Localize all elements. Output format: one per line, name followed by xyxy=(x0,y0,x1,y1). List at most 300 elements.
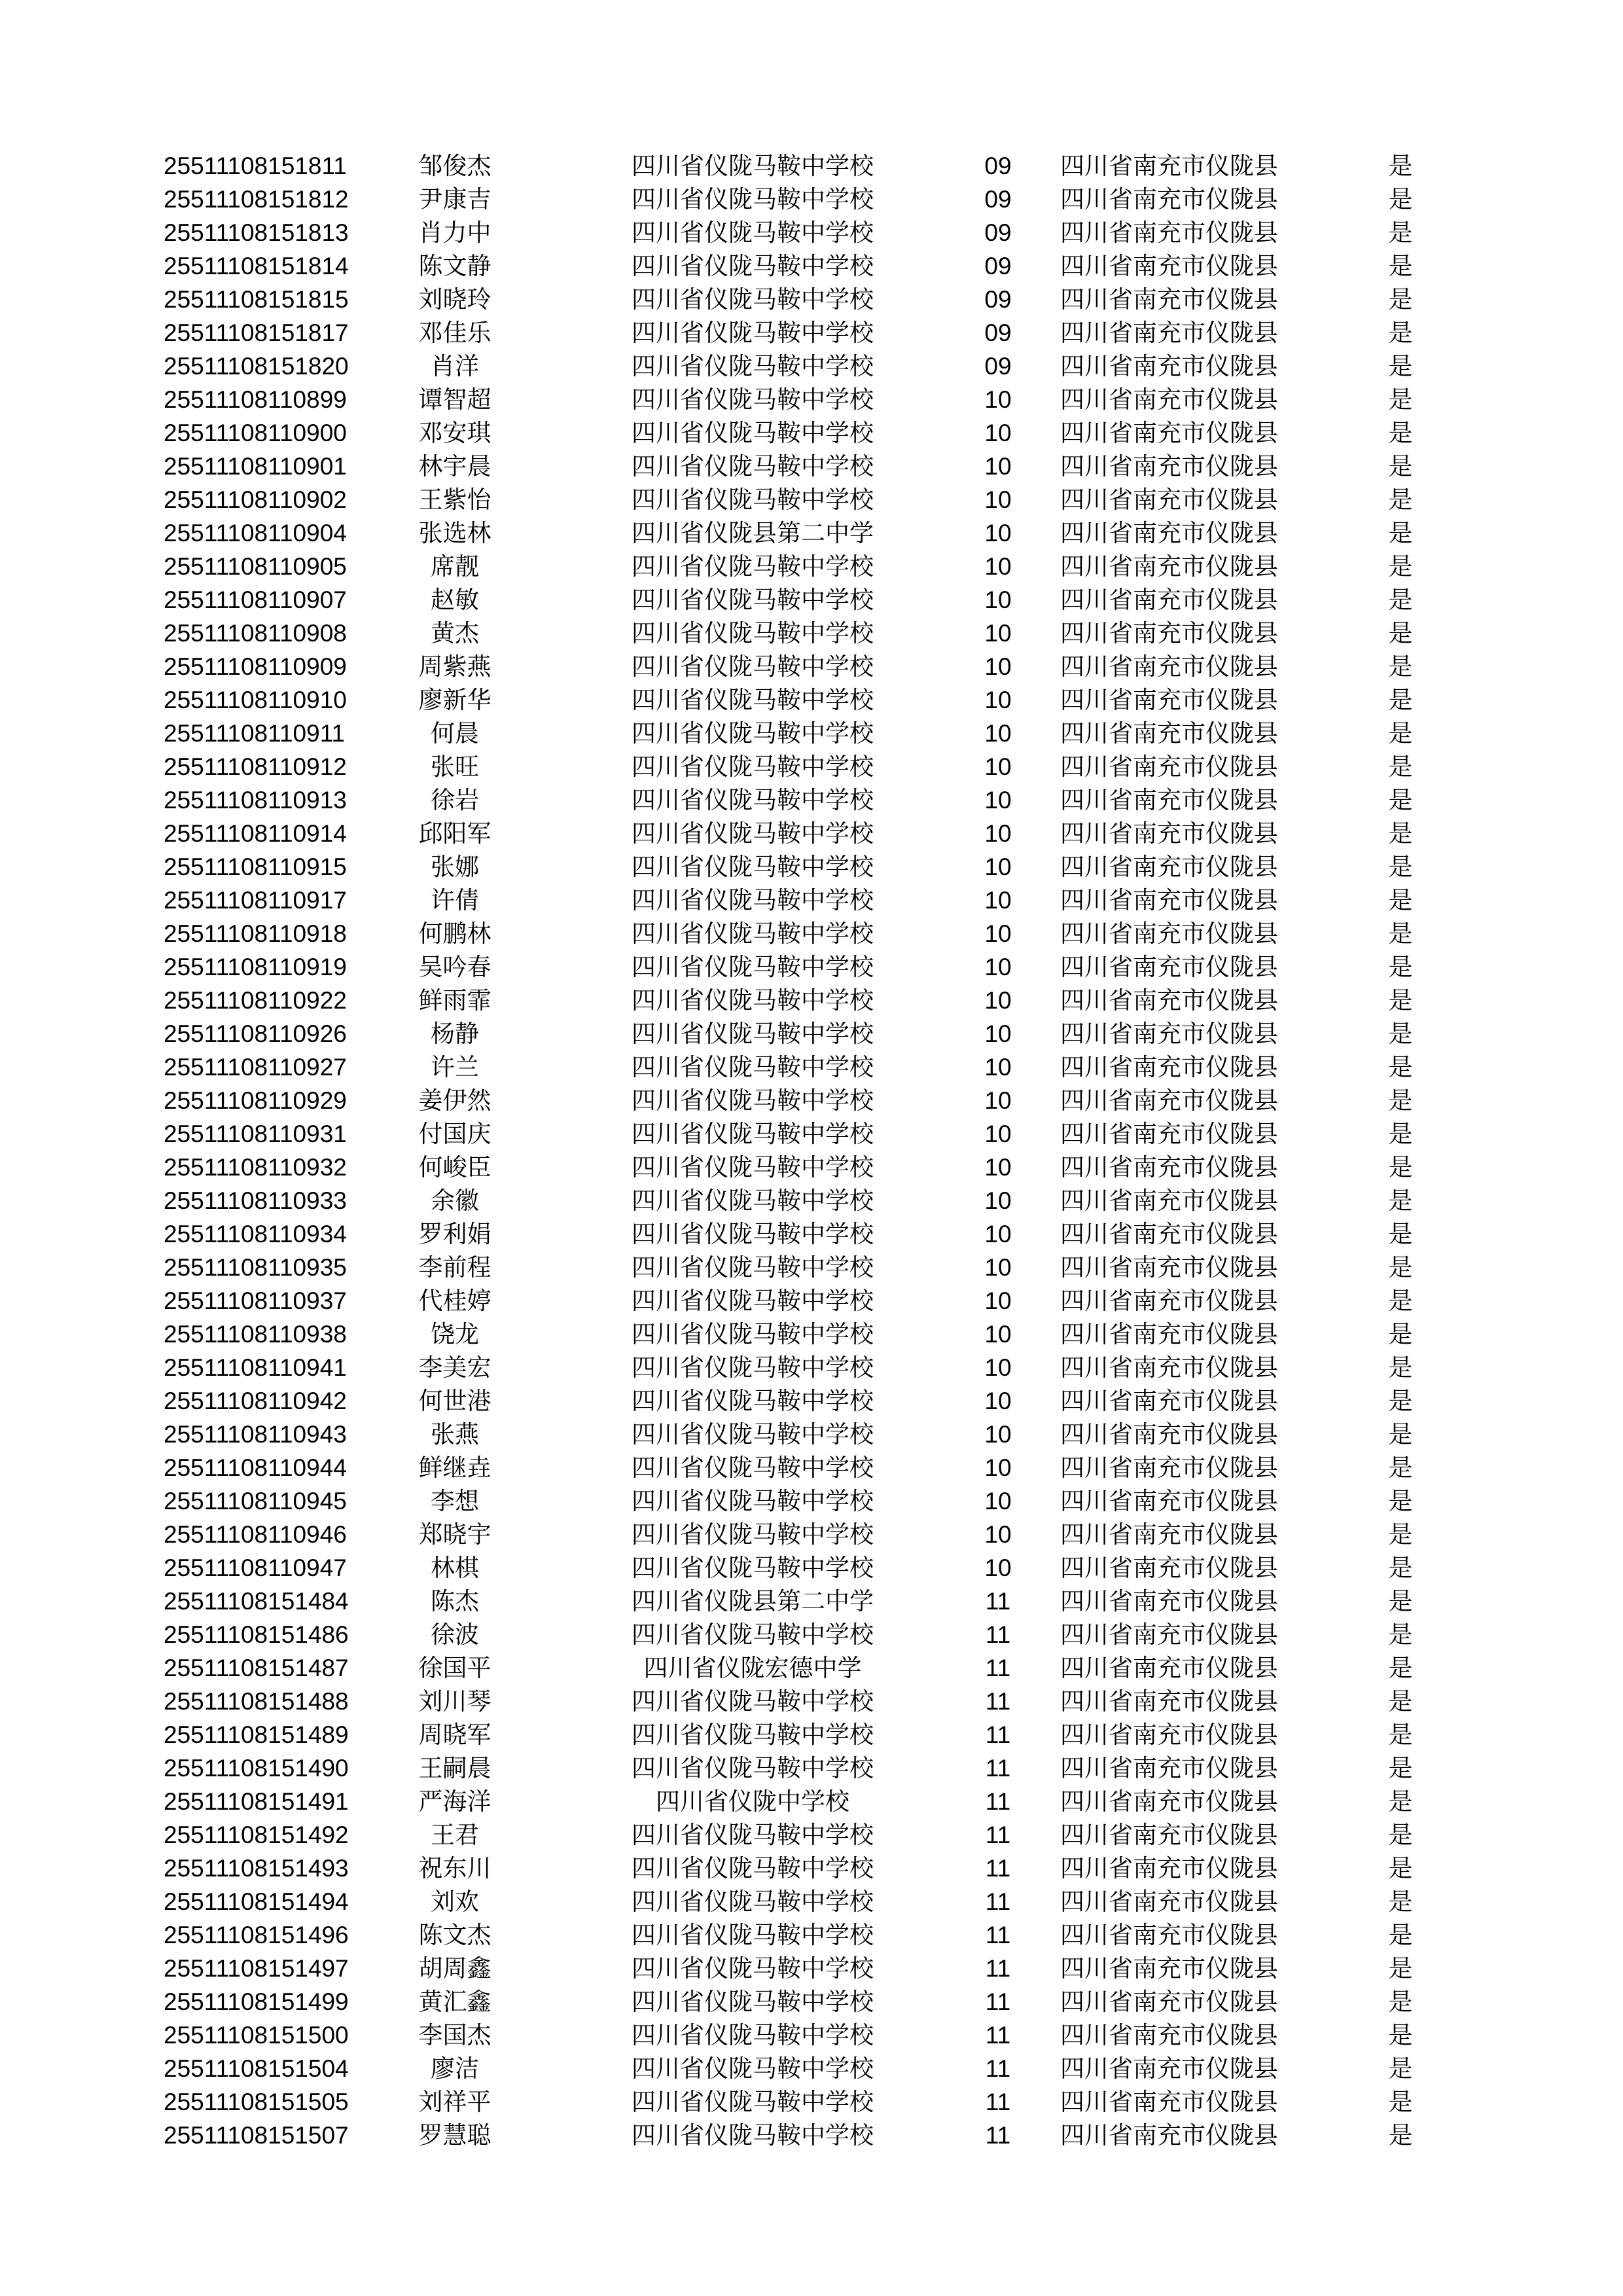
school-cell: 四川省仪陇马鞍中学校 xyxy=(632,1754,874,1782)
student-name-cell: 代桂婷 xyxy=(418,1287,491,1315)
region-cell: 四川省南充市仪陇县 xyxy=(1060,1053,1278,1081)
student-name-cell: 谭智超 xyxy=(418,386,491,414)
table-row xyxy=(0,283,1623,316)
student-name-cell: 林宇晨 xyxy=(418,452,491,480)
region-cell: 四川省南充市仪陇县 xyxy=(1060,886,1278,914)
student-name-cell: 胡周鑫 xyxy=(418,1954,491,1982)
grade-cell: 10 xyxy=(984,1488,1012,1515)
exam-id-cell: 25511108110912 xyxy=(164,753,347,780)
status-flag-cell: 是 xyxy=(1388,2021,1413,2049)
exam-id-cell: 25511108110918 xyxy=(164,920,347,947)
exam-id-cell: 25511108110902 xyxy=(164,486,347,513)
grade-cell: 11 xyxy=(985,1855,1011,1882)
grade-cell: 10 xyxy=(984,920,1012,947)
exam-id-cell: 25511108151493 xyxy=(164,1855,349,1882)
status-flag-cell: 是 xyxy=(1388,1120,1413,1148)
table-row xyxy=(0,617,1623,650)
table-row xyxy=(0,1418,1623,1451)
school-cell: 四川省仪陇马鞍中学校 xyxy=(632,2088,874,2116)
school-cell: 四川省仪陇马鞍中学校 xyxy=(632,1854,874,1882)
grade-cell: 10 xyxy=(984,1354,1012,1381)
exam-id-cell: 25511108110946 xyxy=(164,1521,347,1548)
table-row xyxy=(0,1251,1623,1284)
table-row xyxy=(0,817,1623,850)
exam-id-cell: 25511108151812 xyxy=(164,186,349,213)
school-cell: 四川省仪陇马鞍中学校 xyxy=(632,1821,874,1849)
status-flag-cell: 是 xyxy=(1388,1587,1413,1615)
region-cell: 四川省南充市仪陇县 xyxy=(1060,1153,1278,1181)
exam-id-cell: 25511108151484 xyxy=(164,1588,349,1615)
student-name-cell: 何鹏林 xyxy=(418,920,491,948)
exam-id-cell: 25511108110942 xyxy=(164,1388,347,1414)
status-flag-cell: 是 xyxy=(1388,185,1413,213)
table-row xyxy=(0,1718,1623,1751)
exam-id-cell: 25511108151507 xyxy=(164,2122,349,2149)
region-cell: 四川省南充市仪陇县 xyxy=(1060,619,1278,647)
table-row xyxy=(0,316,1623,350)
region-cell: 四川省南充市仪陇县 xyxy=(1060,452,1278,480)
student-name-cell: 祝东川 xyxy=(418,1854,491,1882)
table-row xyxy=(0,183,1623,216)
school-cell: 四川省仪陇马鞍中学校 xyxy=(632,1420,874,1448)
student-name-cell: 王嗣晨 xyxy=(418,1754,491,1782)
region-cell: 四川省南充市仪陇县 xyxy=(1060,1287,1278,1315)
student-name-cell: 刘欢 xyxy=(431,1888,479,1916)
status-flag-cell: 是 xyxy=(1388,1554,1413,1582)
school-cell: 四川省仪陇马鞍中学校 xyxy=(632,1153,874,1181)
student-name-cell: 徐波 xyxy=(431,1621,479,1649)
grade-cell: 10 xyxy=(984,553,1012,580)
grade-cell: 11 xyxy=(985,1688,1011,1715)
table-row xyxy=(0,1751,1623,1785)
school-cell: 四川省仪陇马鞍中学校 xyxy=(632,986,874,1014)
table-row xyxy=(0,683,1623,717)
table-row xyxy=(0,416,1623,450)
exam-id-cell: 25511108151820 xyxy=(164,353,349,380)
table-row xyxy=(0,884,1623,917)
table-row xyxy=(0,1918,1623,1952)
status-flag-cell: 是 xyxy=(1388,219,1413,247)
exam-id-cell: 25511108110938 xyxy=(164,1321,347,1348)
exam-id-cell: 25511108151814 xyxy=(164,253,349,279)
school-cell: 四川省仪陇马鞍中学校 xyxy=(632,2021,874,2049)
table-row xyxy=(0,1651,1623,1685)
region-cell: 四川省南充市仪陇县 xyxy=(1060,185,1278,213)
region-cell: 四川省南充市仪陇县 xyxy=(1060,1787,1278,1816)
table-row xyxy=(0,984,1623,1017)
exam-id-cell: 25511108110900 xyxy=(164,420,347,446)
table-row xyxy=(0,1785,1623,1818)
status-flag-cell: 是 xyxy=(1388,1320,1413,1348)
status-flag-cell: 是 xyxy=(1388,686,1413,714)
region-cell: 四川省南充市仪陇县 xyxy=(1060,219,1278,247)
grade-cell: 10 xyxy=(984,1154,1012,1181)
region-cell: 四川省南充市仪陇县 xyxy=(1060,1120,1278,1148)
region-cell: 四川省南充市仪陇县 xyxy=(1060,552,1278,581)
region-cell: 四川省南充市仪陇县 xyxy=(1060,1988,1278,2016)
status-flag-cell: 是 xyxy=(1388,1487,1413,1515)
table-row xyxy=(0,1318,1623,1351)
table-row xyxy=(0,783,1623,817)
exam-id-cell: 25511108151813 xyxy=(164,219,349,246)
student-roster-table xyxy=(0,149,1623,2152)
student-name-cell: 许兰 xyxy=(431,1053,479,1081)
table-row xyxy=(0,1284,1623,1318)
table-row xyxy=(0,750,1623,783)
status-flag-cell: 是 xyxy=(1388,552,1413,581)
school-cell: 四川省仪陇县第二中学 xyxy=(632,519,874,547)
status-flag-cell: 是 xyxy=(1388,1754,1413,1782)
school-cell: 四川省仪陇马鞍中学校 xyxy=(632,1020,874,1048)
grade-cell: 10 xyxy=(984,720,1012,747)
status-flag-cell: 是 xyxy=(1388,1420,1413,1448)
status-flag-cell: 是 xyxy=(1388,1888,1413,1916)
region-cell: 四川省南充市仪陇县 xyxy=(1060,1354,1278,1382)
student-name-cell: 鲜雨霏 xyxy=(418,986,491,1014)
student-name-cell: 张娜 xyxy=(431,853,479,881)
grade-cell: 10 xyxy=(984,420,1012,446)
exam-id-cell: 25511108151491 xyxy=(164,1788,349,1815)
region-cell: 四川省南充市仪陇县 xyxy=(1060,519,1278,547)
grade-cell: 10 xyxy=(984,1421,1012,1448)
region-cell: 四川省南充市仪陇县 xyxy=(1060,1220,1278,1248)
school-cell: 四川省仪陇马鞍中学校 xyxy=(632,285,874,314)
exam-id-cell: 25511108110944 xyxy=(164,1454,347,1481)
grade-cell: 10 xyxy=(984,687,1012,713)
grade-cell: 10 xyxy=(984,887,1012,914)
school-cell: 四川省仪陇中学校 xyxy=(656,1787,849,1816)
region-cell: 四川省南充市仪陇县 xyxy=(1060,1854,1278,1882)
status-flag-cell: 是 xyxy=(1388,1721,1413,1749)
table-row xyxy=(0,1084,1623,1117)
exam-id-cell: 25511108110913 xyxy=(164,787,347,814)
school-cell: 四川省仪陇马鞍中学校 xyxy=(632,920,874,948)
student-name-cell: 鲜继垚 xyxy=(418,1454,491,1482)
table-row xyxy=(0,1384,1623,1418)
grade-cell: 11 xyxy=(985,1655,1011,1681)
exam-id-cell: 25511108110904 xyxy=(164,520,347,547)
exam-id-cell: 25511108151815 xyxy=(164,286,349,313)
status-flag-cell: 是 xyxy=(1388,1988,1413,2016)
grade-cell: 10 xyxy=(984,1221,1012,1247)
student-name-cell: 何晨 xyxy=(431,719,479,747)
region-cell: 四川省南充市仪陇县 xyxy=(1060,2121,1278,2149)
grade-cell: 10 xyxy=(984,386,1012,413)
status-flag-cell: 是 xyxy=(1388,1854,1413,1882)
status-flag-cell: 是 xyxy=(1388,1086,1413,1115)
status-flag-cell: 是 xyxy=(1388,2088,1413,2116)
school-cell: 四川省仪陇马鞍中学校 xyxy=(632,1187,874,1215)
region-cell: 四川省南充市仪陇县 xyxy=(1060,2021,1278,2049)
region-cell: 四川省南充市仪陇县 xyxy=(1060,719,1278,747)
status-flag-cell: 是 xyxy=(1388,1954,1413,1982)
status-flag-cell: 是 xyxy=(1388,452,1413,480)
region-cell: 四川省南充市仪陇县 xyxy=(1060,1687,1278,1715)
table-row xyxy=(0,917,1623,950)
student-name-cell: 黄杰 xyxy=(431,619,479,647)
grade-cell: 11 xyxy=(985,1922,1011,1948)
table-row xyxy=(0,650,1623,683)
table-row xyxy=(0,516,1623,550)
region-cell: 四川省南充市仪陇县 xyxy=(1060,786,1278,814)
school-cell: 四川省仪陇马鞍中学校 xyxy=(632,819,874,848)
status-flag-cell: 是 xyxy=(1388,2054,1413,2083)
region-cell: 四川省南充市仪陇县 xyxy=(1060,152,1278,180)
student-name-cell: 李想 xyxy=(431,1487,479,1515)
school-cell: 四川省仪陇马鞍中学校 xyxy=(632,2121,874,2149)
exam-id-cell: 25511108110911 xyxy=(164,720,346,747)
student-name-cell: 陈文杰 xyxy=(418,1921,491,1949)
school-cell: 四川省仪陇宏德中学 xyxy=(643,1654,862,1682)
table-row xyxy=(0,1484,1623,1518)
region-cell: 四川省南充市仪陇县 xyxy=(1060,1921,1278,1949)
exam-id-cell: 25511108151489 xyxy=(164,1721,349,1748)
table-row xyxy=(0,1351,1623,1384)
region-cell: 四川省南充市仪陇县 xyxy=(1060,1520,1278,1549)
grade-cell: 11 xyxy=(985,2022,1011,2049)
status-flag-cell: 是 xyxy=(1388,285,1413,314)
school-cell: 四川省仪陇马鞍中学校 xyxy=(632,452,874,480)
region-cell: 四川省南充市仪陇县 xyxy=(1060,1888,1278,1916)
table-row xyxy=(0,1017,1623,1050)
grade-cell: 11 xyxy=(985,2055,1011,2082)
grade-cell: 11 xyxy=(985,1788,1011,1815)
exam-id-cell: 25511108110915 xyxy=(164,853,347,880)
school-cell: 四川省仪陇马鞍中学校 xyxy=(632,853,874,881)
status-flag-cell: 是 xyxy=(1388,1921,1413,1949)
table-row xyxy=(0,1618,1623,1651)
grade-cell: 09 xyxy=(984,152,1012,179)
region-cell: 四川省南充市仪陇县 xyxy=(1060,1387,1278,1415)
grade-cell: 11 xyxy=(985,1821,1011,1848)
student-name-cell: 刘川琴 xyxy=(418,1687,491,1715)
school-cell: 四川省仪陇马鞍中学校 xyxy=(632,619,874,647)
student-name-cell: 徐国平 xyxy=(418,1654,491,1682)
status-flag-cell: 是 xyxy=(1388,519,1413,547)
table-row xyxy=(0,383,1623,416)
table-row xyxy=(0,583,1623,617)
status-flag-cell: 是 xyxy=(1388,753,1413,781)
grade-cell: 10 xyxy=(984,1187,1012,1214)
school-cell: 四川省仪陇县第二中学 xyxy=(632,1587,874,1615)
table-row xyxy=(0,850,1623,884)
grade-cell: 10 xyxy=(984,1254,1012,1281)
school-cell: 四川省仪陇马鞍中学校 xyxy=(632,1354,874,1382)
status-flag-cell: 是 xyxy=(1388,1187,1413,1215)
grade-cell: 10 xyxy=(984,1554,1012,1581)
exam-id-cell: 25511108110914 xyxy=(164,820,347,847)
status-flag-cell: 是 xyxy=(1388,1654,1413,1682)
region-cell: 四川省南充市仪陇县 xyxy=(1060,1754,1278,1782)
school-cell: 四川省仪陇马鞍中学校 xyxy=(632,1520,874,1549)
exam-id-cell: 25511108151817 xyxy=(164,319,349,346)
student-name-cell: 邓佳乐 xyxy=(418,319,491,347)
table-row xyxy=(0,1151,1623,1184)
exam-id-cell: 25511108110932 xyxy=(164,1154,347,1181)
student-name-cell: 尹康吉 xyxy=(418,185,491,213)
exam-id-cell: 25511108110931 xyxy=(164,1121,347,1147)
student-name-cell: 刘祥平 xyxy=(418,2088,491,2116)
exam-id-cell: 25511108110908 xyxy=(164,620,347,647)
student-name-cell: 邹俊杰 xyxy=(418,152,491,180)
grade-cell: 10 xyxy=(984,520,1012,547)
region-cell: 四川省南充市仪陇县 xyxy=(1060,819,1278,848)
grade-cell: 10 xyxy=(984,954,1012,980)
table-row xyxy=(0,1217,1623,1251)
school-cell: 四川省仪陇马鞍中学校 xyxy=(632,352,874,380)
exam-id-cell: 25511108110941 xyxy=(164,1354,347,1381)
table-row xyxy=(0,2119,1623,2152)
grade-cell: 09 xyxy=(984,186,1012,213)
grade-cell: 10 xyxy=(984,1087,1012,1114)
region-cell: 四川省南充市仪陇县 xyxy=(1060,486,1278,514)
table-row xyxy=(0,483,1623,516)
student-name-cell: 张燕 xyxy=(431,1420,479,1448)
exam-id-cell: 25511108110917 xyxy=(164,887,347,914)
exam-id-cell: 25511108151487 xyxy=(164,1655,349,1681)
table-row xyxy=(0,1818,1623,1852)
grade-cell: 10 xyxy=(984,1121,1012,1147)
status-flag-cell: 是 xyxy=(1388,786,1413,814)
exam-id-cell: 25511108110943 xyxy=(164,1421,347,1448)
student-name-cell: 林棋 xyxy=(431,1554,479,1582)
exam-id-cell: 25511108110945 xyxy=(164,1488,347,1515)
table-row xyxy=(0,450,1623,483)
region-cell: 四川省南充市仪陇县 xyxy=(1060,285,1278,314)
region-cell: 四川省南充市仪陇县 xyxy=(1060,319,1278,347)
student-name-cell: 廖洁 xyxy=(431,2054,479,2083)
region-cell: 四川省南充市仪陇县 xyxy=(1060,1487,1278,1515)
status-flag-cell: 是 xyxy=(1388,486,1413,514)
status-flag-cell: 是 xyxy=(1388,352,1413,380)
status-flag-cell: 是 xyxy=(1388,1787,1413,1816)
student-name-cell: 邱阳军 xyxy=(418,819,491,848)
region-cell: 四川省南充市仪陇县 xyxy=(1060,1554,1278,1582)
school-cell: 四川省仪陇马鞍中学校 xyxy=(632,152,874,180)
table-row xyxy=(0,2085,1623,2119)
grade-cell: 10 xyxy=(984,753,1012,780)
exam-id-cell: 25511108151505 xyxy=(164,2089,349,2115)
table-row xyxy=(0,717,1623,750)
exam-id-cell: 25511108110907 xyxy=(164,586,347,613)
exam-id-cell: 25511108151486 xyxy=(164,1621,349,1648)
exam-id-cell: 25511108151494 xyxy=(164,1888,349,1915)
school-cell: 四川省仪陇马鞍中学校 xyxy=(632,219,874,247)
student-name-cell: 李前程 xyxy=(418,1253,491,1282)
school-cell: 四川省仪陇马鞍中学校 xyxy=(632,1487,874,1515)
status-flag-cell: 是 xyxy=(1388,252,1413,280)
table-row xyxy=(0,1451,1623,1484)
region-cell: 四川省南充市仪陇县 xyxy=(1060,2054,1278,2083)
region-cell: 四川省南充市仪陇县 xyxy=(1060,653,1278,681)
school-cell: 四川省仪陇马鞍中学校 xyxy=(632,419,874,447)
region-cell: 四川省南充市仪陇县 xyxy=(1060,1420,1278,1448)
grade-cell: 10 xyxy=(984,1388,1012,1414)
status-flag-cell: 是 xyxy=(1388,1153,1413,1181)
grade-cell: 10 xyxy=(984,1287,1012,1314)
school-cell: 四川省仪陇马鞍中学校 xyxy=(632,2054,874,2083)
grade-cell: 09 xyxy=(984,219,1012,246)
school-cell: 四川省仪陇马鞍中学校 xyxy=(632,486,874,514)
status-flag-cell: 是 xyxy=(1388,953,1413,981)
student-name-cell: 陈杰 xyxy=(431,1587,479,1615)
student-name-cell: 李美宏 xyxy=(418,1354,491,1382)
grade-cell: 11 xyxy=(985,1621,1011,1648)
student-name-cell: 严海洋 xyxy=(418,1787,491,1816)
school-cell: 四川省仪陇马鞍中学校 xyxy=(632,686,874,714)
region-cell: 四川省南充市仪陇县 xyxy=(1060,586,1278,614)
student-name-cell: 王君 xyxy=(431,1821,479,1849)
grade-cell: 09 xyxy=(984,353,1012,380)
status-flag-cell: 是 xyxy=(1388,152,1413,180)
student-name-cell: 吴吟春 xyxy=(418,953,491,981)
grade-cell: 10 xyxy=(984,620,1012,647)
region-cell: 四川省南充市仪陇县 xyxy=(1060,1020,1278,1048)
exam-id-cell: 25511108110935 xyxy=(164,1254,347,1281)
table-row xyxy=(0,1184,1623,1217)
status-flag-cell: 是 xyxy=(1388,853,1413,881)
grade-cell: 09 xyxy=(984,253,1012,279)
student-name-cell: 何峻臣 xyxy=(418,1153,491,1181)
status-flag-cell: 是 xyxy=(1388,986,1413,1014)
region-cell: 四川省南充市仪陇县 xyxy=(1060,1454,1278,1482)
exam-id-cell: 25511108151811 xyxy=(164,152,347,179)
school-cell: 四川省仪陇马鞍中学校 xyxy=(632,552,874,581)
exam-id-cell: 25511108151496 xyxy=(164,1922,349,1948)
status-flag-cell: 是 xyxy=(1388,319,1413,347)
status-flag-cell: 是 xyxy=(1388,1053,1413,1081)
region-cell: 四川省南充市仪陇县 xyxy=(1060,1954,1278,1982)
status-flag-cell: 是 xyxy=(1388,2121,1413,2149)
region-cell: 四川省南充市仪陇县 xyxy=(1060,1721,1278,1749)
exam-id-cell: 25511108151488 xyxy=(164,1688,349,1715)
table-row xyxy=(0,1050,1623,1084)
school-cell: 四川省仪陇马鞍中学校 xyxy=(632,1954,874,1982)
table-row xyxy=(0,1585,1623,1618)
student-name-cell: 余徽 xyxy=(431,1187,479,1215)
school-cell: 四川省仪陇马鞍中学校 xyxy=(632,953,874,981)
school-cell: 四川省仪陇马鞍中学校 xyxy=(632,753,874,781)
status-flag-cell: 是 xyxy=(1388,819,1413,848)
school-cell: 四川省仪陇马鞍中学校 xyxy=(632,653,874,681)
exam-id-cell: 25511108110927 xyxy=(164,1054,347,1081)
grade-cell: 10 xyxy=(984,987,1012,1014)
status-flag-cell: 是 xyxy=(1388,619,1413,647)
student-name-cell: 罗慧聪 xyxy=(418,2121,491,2149)
school-cell: 四川省仪陇马鞍中学校 xyxy=(632,719,874,747)
grade-cell: 10 xyxy=(984,1020,1012,1047)
exam-id-cell: 25511108151499 xyxy=(164,1988,349,2015)
grade-cell: 10 xyxy=(984,1321,1012,1348)
region-cell: 四川省南充市仪陇县 xyxy=(1060,920,1278,948)
exam-id-cell: 25511108151492 xyxy=(164,1821,349,1848)
exam-id-cell: 25511108110933 xyxy=(164,1187,347,1214)
student-name-cell: 李国杰 xyxy=(418,2021,491,2049)
student-name-cell: 徐岩 xyxy=(431,786,479,814)
status-flag-cell: 是 xyxy=(1388,1520,1413,1549)
exam-id-cell: 25511108110922 xyxy=(164,987,347,1014)
region-cell: 四川省南充市仪陇县 xyxy=(1060,953,1278,981)
region-cell: 四川省南充市仪陇县 xyxy=(1060,1320,1278,1348)
school-cell: 四川省仪陇马鞍中学校 xyxy=(632,1988,874,2016)
grade-cell: 11 xyxy=(985,1721,1011,1748)
school-cell: 四川省仪陇马鞍中学校 xyxy=(632,1554,874,1582)
grade-cell: 10 xyxy=(984,453,1012,480)
grade-cell: 11 xyxy=(985,1988,1011,2015)
student-name-cell: 赵敏 xyxy=(431,586,479,614)
grade-cell: 10 xyxy=(984,586,1012,613)
grade-cell: 11 xyxy=(985,2089,1011,2115)
